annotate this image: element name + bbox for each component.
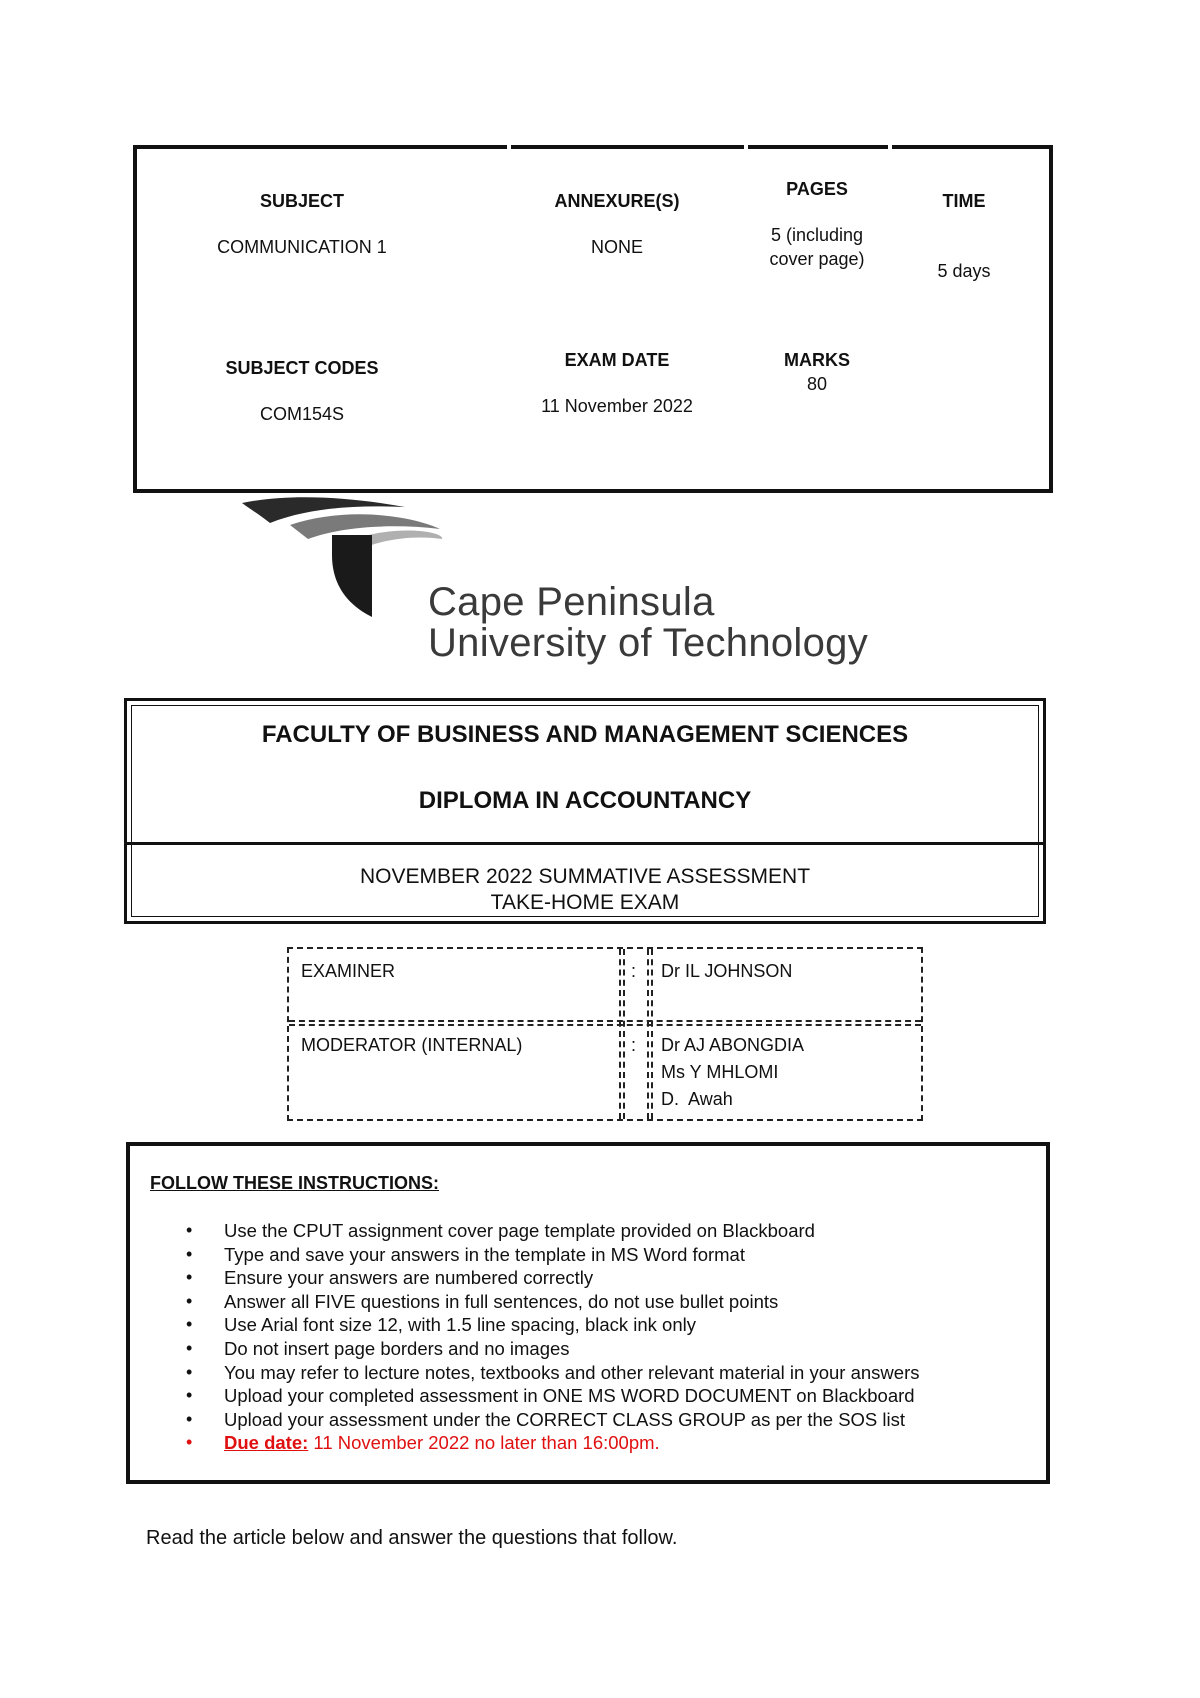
moderator-separator: : (631, 1035, 637, 1055)
subject-codes-cell (197, 356, 407, 426)
instructions-title: FOLLOW THESE INSTRUCTIONS: (150, 1173, 439, 1193)
subject-cell (197, 189, 407, 259)
examiner-name: Dr IL JOHNSON (661, 961, 793, 981)
marks-cell (745, 348, 889, 396)
subject-label: SUBJECT (259, 191, 344, 211)
assessment-type: TAKE-HOME EXAM (490, 891, 680, 914)
annexures-label: ANNEXURE(S) (554, 191, 680, 211)
university-name-line2: University of Technology (428, 621, 869, 665)
logo-mark (332, 535, 372, 617)
faculty-name: FACULTY OF BUSINESS AND MANAGEMENT SCIENCES (261, 721, 909, 748)
instruction-item: • Upload your completed assessment in ONE MS WORD DOCUMENT on Blackboard (150, 1384, 919, 1408)
faculty-box (124, 698, 1046, 924)
time-cell (889, 189, 1039, 283)
due-date-text: 11 November 2022 no later than 16:00pm. (308, 1432, 660, 1454)
instruction-item: • You may refer to lecture notes, textbooks and other relevant material in your answers (150, 1361, 919, 1385)
time-label: TIME (942, 191, 986, 211)
annexures-value: NONE (590, 237, 643, 257)
instruction-item: • Use the CPUT assignment cover page template provided on Blackboard (150, 1219, 919, 1243)
pages-cell (745, 177, 889, 271)
due-date-label: Due date: (224, 1432, 309, 1454)
instruction-item: • Type and save your answers in the template in MS Word format (150, 1243, 919, 1267)
exam-date-label: EXAM DATE (564, 350, 670, 370)
exam-info-box (133, 145, 1053, 493)
exam-date-cell (517, 348, 717, 418)
examiner-label: EXAMINER (301, 961, 396, 981)
time-value: 5 days (937, 261, 991, 281)
examiner-table (287, 947, 923, 1121)
moderator-name-3: D. Awah (661, 1089, 733, 1109)
pages-value-line2: cover page) (769, 249, 865, 269)
instructions-box (126, 1142, 1050, 1484)
pages-label: PAGES (786, 179, 848, 199)
subject-codes-label: SUBJECT CODES (225, 358, 379, 378)
university-name (428, 582, 868, 664)
faculty-divider (127, 842, 1043, 845)
marks-value: 80 (806, 374, 828, 394)
assessment-title: NOVEMBER 2022 SUMMATIVE ASSESSMENT (359, 865, 811, 888)
read-article-instruction: Read the article below and answer the questions that follow. (146, 1527, 678, 1549)
instruction-item: • Answer all FIVE questions in full sentences, do not use bullet points (150, 1290, 919, 1314)
instructions-list (150, 1219, 919, 1455)
pages-value-line1: 5 (including (770, 225, 864, 245)
instruction-item: • Do not insert page borders and no images (150, 1337, 919, 1361)
moderator-name-1: Dr AJ ABONGDIA (661, 1035, 805, 1055)
programme-name: DIPLOMA IN ACCOUNTANCY (418, 787, 752, 814)
instruction-item: • Use Arial font size 12, with 1.5 line spacing, black ink only (150, 1313, 919, 1337)
moderator-label: MODERATOR (INTERNAL) (301, 1035, 523, 1055)
instruction-item: • Upload your assessment under the CORRECT CLASS GROUP as per the SOS list (150, 1408, 919, 1432)
exam-date-value: 11 November 2022 (541, 396, 693, 416)
marks-label: MARKS (784, 350, 850, 370)
moderator-name-2: Ms Y MHLOMI (661, 1062, 779, 1082)
examiner-separator: : (631, 961, 637, 981)
university-name-line1: Cape Peninsula (428, 580, 715, 624)
due-date-item (150, 1431, 919, 1455)
annexures-cell (517, 189, 717, 259)
instruction-item: • Ensure your answers are numbered correctly (150, 1266, 919, 1290)
subject-value: COMMUNICATION 1 (217, 237, 387, 257)
subject-codes-value: COM154S (259, 404, 345, 424)
